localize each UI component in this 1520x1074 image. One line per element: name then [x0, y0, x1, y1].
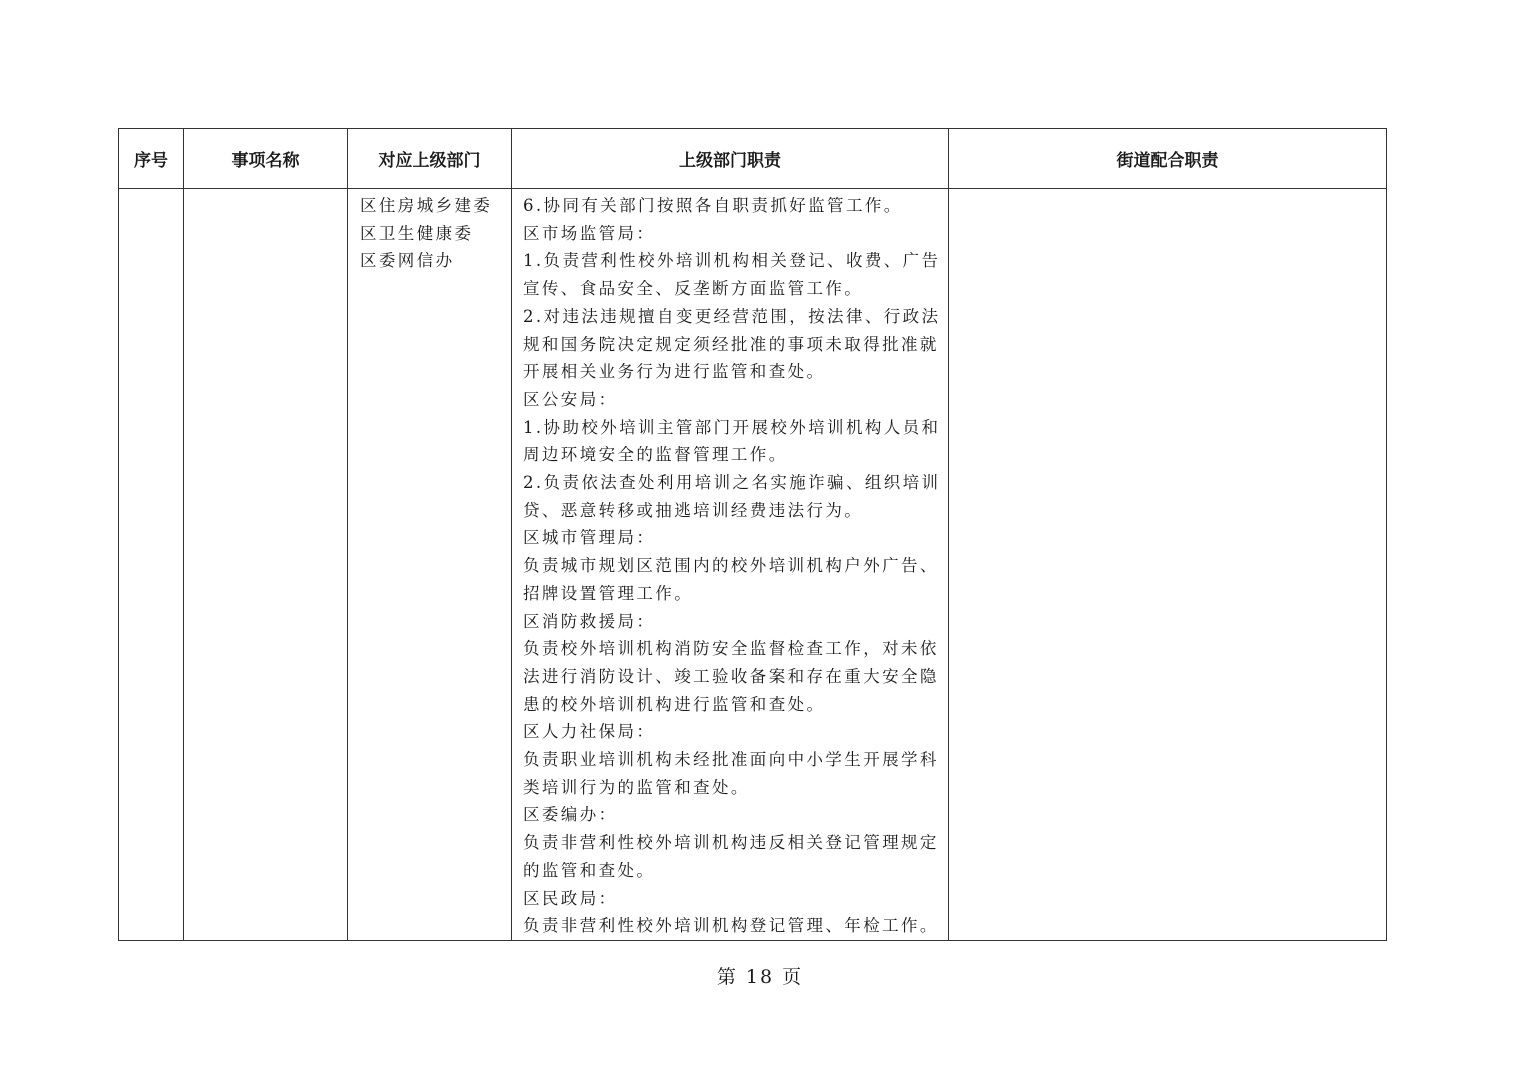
text-line: 负责城市规划区范围内的校外培训机构户外广告、: [523, 556, 939, 576]
text-line: 开展相关业务行为进行监管和查处。: [523, 362, 826, 382]
text-line: 1.负责营利性校外培训机构相关登记、收费、广告: [523, 251, 941, 271]
header-street-duty: 街道配合职责: [949, 129, 1387, 189]
cell-responsibilities: [512, 189, 949, 941]
text-line: 患的校外培训机构进行监管和查处。: [523, 694, 826, 714]
table-row: [119, 189, 1387, 941]
text-line: 负责非营利性校外培训机构违反相关登记管理规定: [523, 833, 939, 853]
text-line: 6.协同有关部门按照各自职责抓好监管工作。: [523, 196, 903, 215]
header-index: 序号: [119, 129, 184, 189]
cell-departments: [348, 189, 512, 941]
text-line: 招牌设置管理工作。: [523, 583, 694, 603]
text-line: 2.对违法违规擅自变更经营范围，按法律、行政法: [523, 306, 941, 326]
cell-index: [119, 189, 184, 941]
text-line: 的监管和查处。: [523, 860, 656, 880]
text-line: 区住房城乡建委: [360, 196, 493, 215]
duty-table: [118, 128, 1387, 941]
text-line: 周边环境安全的监督管理工作。: [523, 445, 788, 465]
text-line: 贷、恶意转移或抽逃培训经费违法行为。: [523, 500, 864, 520]
text-line: 区消防救援局：: [523, 611, 656, 631]
text-line: 负责非营利性校外培训机构登记管理、年检工作。: [523, 916, 939, 936]
cell-item-name: [184, 189, 348, 941]
header-item-name: 事项名称: [184, 129, 348, 189]
text-line: 宣传、食品安全、反垄断方面监管工作。: [523, 279, 864, 299]
text-line: 区委网信办: [360, 251, 455, 271]
text-line: 法进行消防设计、竣工验收备案和存在重大安全隐: [523, 666, 939, 686]
text-line: 负责职业培训机构未经批准面向中小学生开展学科: [523, 750, 939, 770]
text-line: 区卫生健康委: [360, 223, 474, 243]
text-line: 区市场监管局：: [523, 223, 656, 243]
text-line: 区城市管理局：: [523, 528, 656, 548]
text-line: 区公安局：: [523, 389, 618, 409]
department-list: [348, 189, 511, 275]
header-superior-responsibilities: 上级部门职责: [512, 129, 949, 189]
text-line: 负责校外培训机构消防安全监督检查工作，对未依: [523, 639, 939, 659]
text-line: 类培训行为的监管和查处。: [523, 777, 750, 797]
text-line: 区人力社保局：: [523, 722, 656, 742]
text-line: 区委编办：: [523, 805, 618, 825]
header-row: [119, 129, 1387, 189]
cell-street-duty: [949, 189, 1387, 941]
text-line: 区民政局：: [523, 888, 618, 908]
responsibility-list: [512, 189, 948, 940]
text-line: 2.负责依法查处利用培训之名实施诈骗、组织培训: [523, 473, 941, 493]
text-line: 1.协助校外培训主管部门开展校外培训机构人员和: [523, 417, 941, 437]
text-line: 规和国务院决定规定须经批准的事项未取得批准就: [523, 334, 939, 354]
header-superior-department: 对应上级部门: [348, 129, 512, 189]
page-number: 第 18 页: [716, 966, 804, 988]
